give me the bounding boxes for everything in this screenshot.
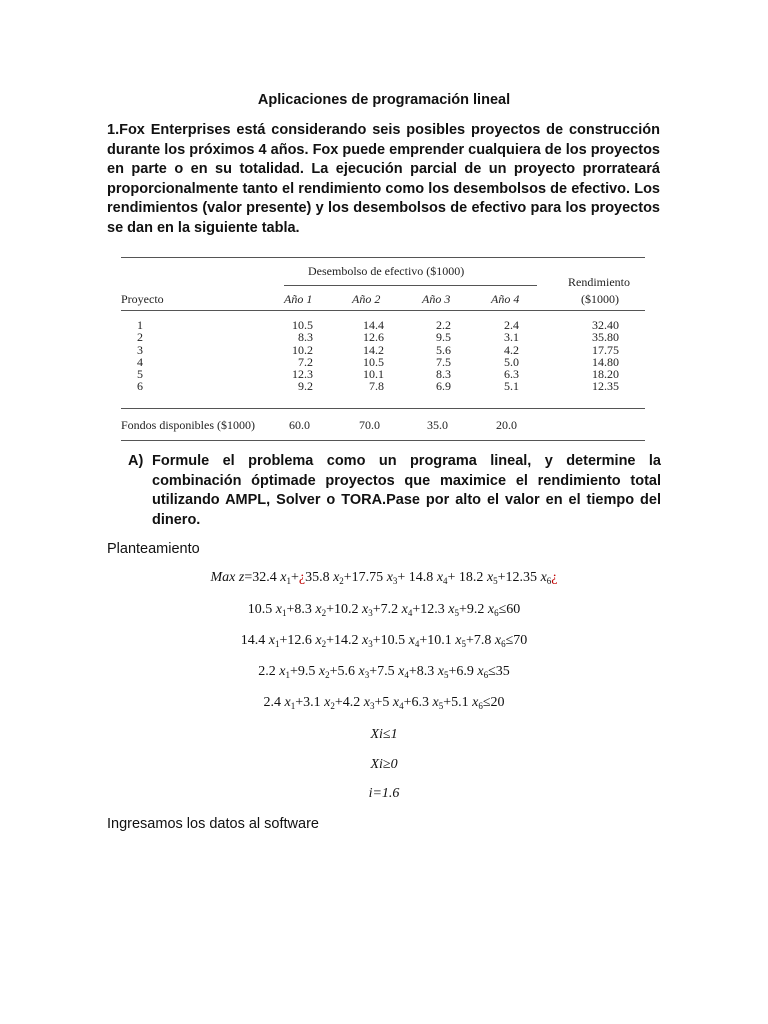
available-funds-year-1: 60.0: [289, 418, 310, 432]
table-cell: 35.80: [592, 330, 619, 345]
equation-term: +9.2: [458, 602, 485, 617]
equation-term: ≤70: [505, 633, 528, 648]
table-cell: 10.5: [292, 318, 313, 332]
equation-term: +5: [374, 695, 390, 710]
equation-term: +7.2: [372, 602, 399, 617]
equation-term: 2.2: [258, 664, 276, 679]
equation-term: +10.5: [372, 633, 406, 648]
equation-term: i=1.6: [368, 786, 400, 801]
question-text: Formule el problema como un programa lineal, y determine la combinación óptimade proyectos que maximice el rendimiento total utilizando AMPL, Solver o TORA.Pase por alto el valor en el tiempo del dinero.: [152, 453, 661, 528]
table-cell: 9.2: [298, 379, 313, 394]
planteamiento-heading: Planteamiento: [107, 541, 200, 557]
objective-function: Max z=32.4 $x_1+¿35.8$ $x_2+17.75$ $x_3+ 14.8$ $x_4+ 18.2$ $x_5+12.35$ $x_6¿$: [210, 570, 558, 586]
table-cell: 6.3: [504, 367, 519, 382]
constraint-2: 14.4 $x_1+12.6$ $x_2+14.2$ $x_3+10.5$ $x_4+10.1$ $x_5+7.8$ $x_6\le 70$: [240, 633, 528, 649]
table-cell: 2: [137, 330, 143, 345]
group-rule: [284, 285, 537, 286]
equation-term: +7.8: [465, 633, 492, 648]
year-2-column: [356, 319, 384, 393]
table-cell: 5.6: [436, 342, 451, 357]
year-4-header: Año 4: [491, 292, 520, 306]
equation-term: ≤20: [482, 695, 505, 710]
year-1-header: Año 1: [284, 292, 313, 306]
lower-bound: [0, 757, 768, 773]
table-top-rule: [121, 257, 645, 258]
equation-term: ≤35: [488, 664, 510, 679]
table-cell: 14.2: [363, 342, 384, 357]
equation-term: ¿: [298, 570, 306, 585]
available-funds-year-3: 35.0: [427, 418, 448, 432]
table-cell: 5.1: [504, 379, 519, 394]
equation-term: +8.3: [286, 602, 312, 617]
equation-term: +7.5: [369, 664, 395, 679]
equation-term: +8.3: [408, 664, 435, 679]
table-cell: 10.2: [292, 342, 313, 357]
table-bottom-rule: [121, 440, 645, 441]
equation-term: +10.1: [419, 633, 452, 648]
equation-term: +4.2: [334, 695, 361, 710]
equation-term: =32.4: [244, 570, 277, 585]
year-1-column: [285, 319, 313, 393]
equation-term: 2.4: [263, 695, 281, 710]
table-cell: 14.4: [363, 318, 384, 332]
equation-term: +17.75: [343, 570, 384, 585]
table-cell: 3: [137, 342, 143, 357]
equation-term: +5.6: [329, 664, 355, 679]
table-cell: 4: [137, 354, 143, 369]
table-cell: 9.5: [436, 330, 451, 345]
table-cell: 5.0: [504, 354, 519, 369]
header-rule: [121, 310, 645, 311]
data-table: [121, 257, 645, 441]
equation-term: 14.4: [240, 633, 266, 648]
equation-term: ≤60: [498, 602, 521, 617]
table-cell: 7.8: [369, 379, 384, 394]
year-2-header: Año 2: [352, 292, 381, 306]
table-cell: 7.5: [436, 354, 451, 369]
cash-outflow-header: Desembolso de efectivo ($1000): [308, 264, 465, 278]
equation-term: Xi≥0: [370, 757, 398, 772]
year-3-header: Año 3: [422, 292, 451, 306]
table-cell: 2.2: [436, 318, 451, 332]
return-column: [581, 319, 619, 393]
equation-term: +12.6: [279, 633, 312, 648]
table-cell: 12.3: [292, 367, 313, 382]
constraint-1: 10.5 $x_1+8.3$ $x_2+10.2$ $x_3+7.2$ $x_4+12.3$ $x_5+9.2$ $x_6\le 60$: [247, 602, 521, 618]
equation-term: +: [290, 570, 299, 585]
equation-term: + 14.8: [397, 570, 434, 585]
table-cell: 32.40: [592, 318, 619, 332]
project-column-header: Proyecto: [121, 292, 164, 306]
equation-term: +10.2: [326, 602, 359, 617]
objective-lhs: Max z: [210, 570, 245, 585]
table-cell: 14.80: [592, 354, 619, 369]
constraint-3: 2.2 $x_1+9.5$ $x_2+5.6$ $x_3+7.5$ $x_4+8.3$ $x_5+6.9$ $x_6\le 35$: [258, 664, 510, 680]
question-a: [128, 452, 661, 530]
table-cell: 7.2: [298, 354, 313, 369]
year-3-column: [427, 319, 451, 393]
table-cell: 12.6: [363, 330, 384, 345]
equation-term: +14.2: [326, 633, 359, 648]
table-cell: 3.1: [504, 330, 519, 345]
constraint-4: 2.4 $x_1+3.1$ $x_2+4.2$ $x_3+5$ $x_4+6.3$ $x_5+5.1$ $x_6\le 20$: [263, 695, 505, 711]
equation-term: 35.8: [305, 570, 330, 585]
problem-statement: 1.Fox Enterprises está considerando seis posibles proyectos de construcción durante los próximos 4 años. Fox puede emprender cualquiera de los proyectos en parte o en su totalidad. La ejecución parcial de un proyecto prorrateará proporcionalmente tanto el rendimiento como los desembolsos de efectivo. Los rendimientos (valor presente) y los desembolsos de efectivo para los proyectos se dan en la siguiente tabla.: [107, 122, 660, 236]
available-funds-year-2: 70.0: [359, 418, 380, 432]
table-cell: 10.1: [363, 367, 384, 382]
equation-term: +6.9: [448, 664, 474, 679]
table-cell: 6: [137, 379, 143, 394]
table-cell: 5: [137, 367, 143, 382]
table-cell: 8.3: [298, 330, 313, 345]
upper-bound: [0, 727, 768, 743]
equation-term: +12.35: [497, 570, 538, 585]
equation-term: +3.1: [295, 695, 321, 710]
project-numbers-column: [137, 319, 143, 393]
table-cell: 8.3: [436, 367, 451, 382]
table-cell: 4.2: [504, 342, 519, 357]
table-cell: 12.35: [592, 379, 619, 394]
equation-term: +5.1: [443, 695, 469, 710]
equation-term: +9.5: [289, 664, 316, 679]
table-cell: 18.20: [592, 367, 619, 382]
equation-term: ¿: [551, 570, 558, 585]
table-cell: 6.9: [436, 379, 451, 394]
table-cell: 17.75: [592, 342, 619, 357]
footer-text: Ingresamos los datos al software: [107, 816, 319, 832]
return-header-1: Rendimiento: [568, 275, 630, 289]
equation-term: + 18.2: [447, 570, 484, 585]
available-funds-label: Fondos disponibles ($1000): [121, 418, 256, 432]
equation-term: +12.3: [412, 602, 445, 617]
available-funds-year-4: 20.0: [496, 418, 517, 432]
table-cell: 2.4: [504, 318, 519, 332]
question-label: A): [128, 453, 144, 469]
return-header-2: ($1000): [581, 292, 619, 306]
table-cell: 1: [137, 318, 143, 332]
year-4-column: [497, 319, 519, 393]
document-title: Aplicaciones de programación lineal: [257, 92, 511, 108]
body-bottom-rule: [121, 408, 645, 409]
equation-term: Xi≤1: [370, 727, 398, 742]
index-range: [0, 786, 768, 802]
equation-term: +6.3: [403, 695, 429, 710]
table-cell: 10.5: [363, 354, 384, 369]
equation-term: 10.5: [247, 602, 273, 617]
